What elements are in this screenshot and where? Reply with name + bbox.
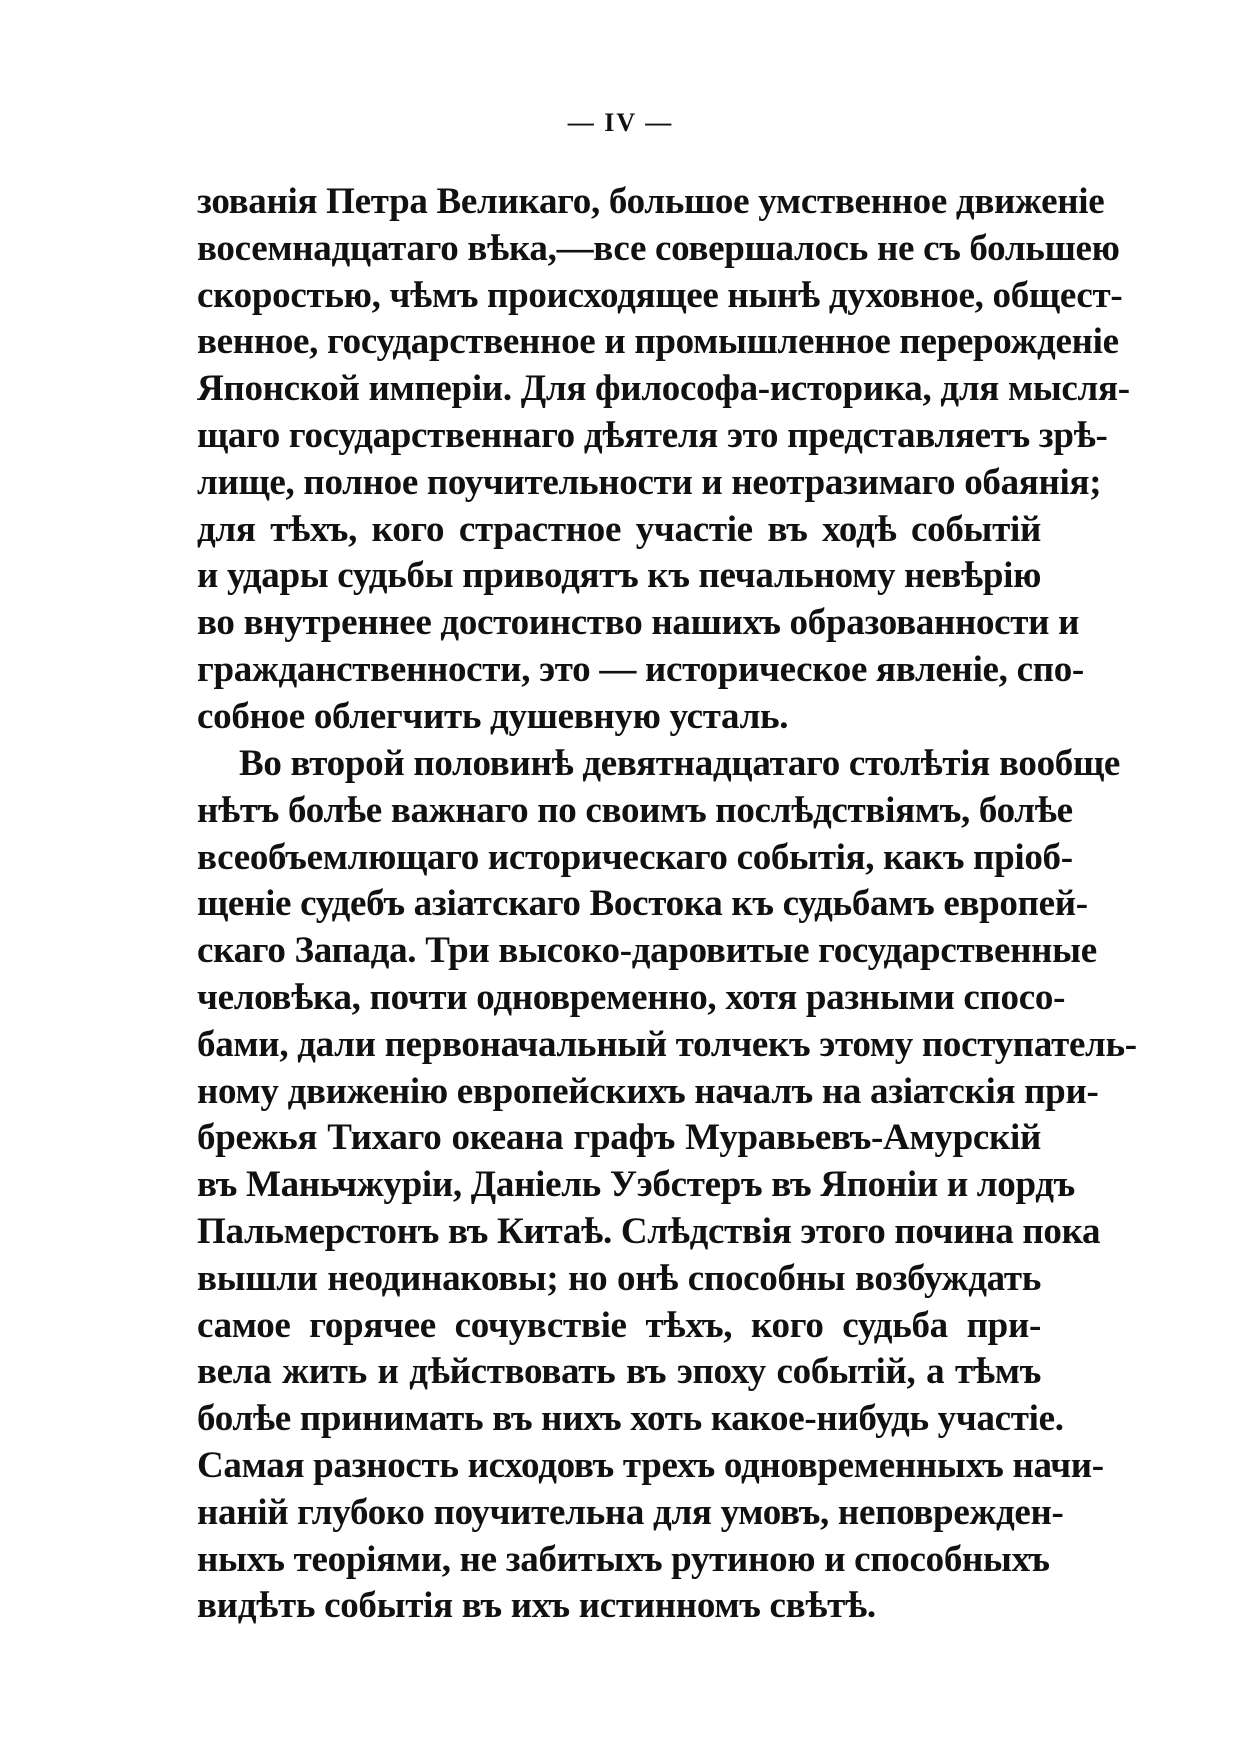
- text-line: Японской имперіи. Для философа-историка, для мысля-: [197, 368, 1130, 410]
- text-line: бами, дали первоначальный толчекъ этому поступатель-: [197, 1023, 1137, 1065]
- text-line: собное облегчить душевную усталь.: [197, 695, 789, 737]
- text-line: нѣтъ болѣе важнаго по своимъ послѣдствіямъ, болѣе: [197, 789, 1073, 831]
- text-line: вела жить и дѣйствовать въ эпоху событій, а тѣмъ: [197, 1351, 1041, 1393]
- text-line: Пальмерстонъ въ Китаѣ. Слѣдствія этого почина пока: [197, 1210, 1101, 1252]
- text-line: лище, полное поучительности и неотразимаго обаянія;: [197, 461, 1102, 503]
- text-line: болѣе принимать въ нихъ хоть какое-нибудь участіе.: [197, 1398, 1064, 1440]
- text-line: и удары судьбы приводятъ къ печальному невѣрію: [197, 555, 1042, 597]
- text-line: Самая разность исходовъ трехъ одновременныхъ начи-: [197, 1444, 1104, 1486]
- text-line: восемнадцатаго вѣка,—все совершалось не съ большею: [197, 227, 1120, 269]
- text-line: брежья Тихаго океана графъ Муравьевъ-Амурскій: [197, 1117, 1041, 1159]
- text-line: во внутреннее достоинство нашихъ образованности и: [197, 602, 1080, 644]
- page-number: — IV —: [567, 108, 674, 137]
- text-line: скаго Запада. Три высоко-даровитые государственные: [197, 930, 1097, 972]
- text-line: человѣка, почти одновременно, хотя разными спосо-: [197, 976, 1066, 1018]
- text-line: вышли неодинаковы; но онѣ способны возбуждать: [197, 1257, 1041, 1299]
- text-line: всеобъемлющаго историческаго событія, какъ пріоб-: [197, 836, 1073, 878]
- paragraph-2: [197, 741, 1137, 1630]
- text-line: венное, государственное и промышленное перерожденіе: [197, 321, 1119, 363]
- text-line: для тѣхъ, кого страстное участіе въ ходѣ событій: [197, 508, 1041, 550]
- text-line: наній глубоко поучительна для умовъ, неповрежден-: [197, 1491, 1064, 1533]
- paragraph-1: [197, 179, 1130, 741]
- text-line: зованія Петра Великаго, большое умственное движеніе: [197, 181, 1105, 222]
- text-line: скоростью, чѣмъ происходящее нынѣ духовное, общест-: [197, 274, 1123, 316]
- text-line: Во второй половинѣ девятнадцатаго столѣтія вообще: [239, 743, 1121, 784]
- text-line: видѣть событія въ ихъ истинномъ свѣтѣ.: [197, 1585, 876, 1627]
- text-line: самое горячее сочувствіе тѣхъ, кого судьба при-: [197, 1304, 1041, 1346]
- text-line: ному движенію европейскихъ началъ на азіатскія при-: [197, 1070, 1099, 1112]
- text-line: щеніе судебъ азіатскаго Востока къ судьбамъ европей-: [197, 883, 1088, 925]
- text-line: гражданственности, это — историческое явленіе, спо-: [197, 648, 1084, 690]
- text-line: щаго государственнаго дѣятеля это представляетъ зрѣ-: [197, 414, 1108, 456]
- text-line: въ Маньчжуріи, Даніель Уэбстеръ въ Японіи и лордъ: [197, 1164, 1075, 1206]
- text-line: ныхъ теоріями, не забитыхъ рутиною и способныхъ: [197, 1538, 1050, 1580]
